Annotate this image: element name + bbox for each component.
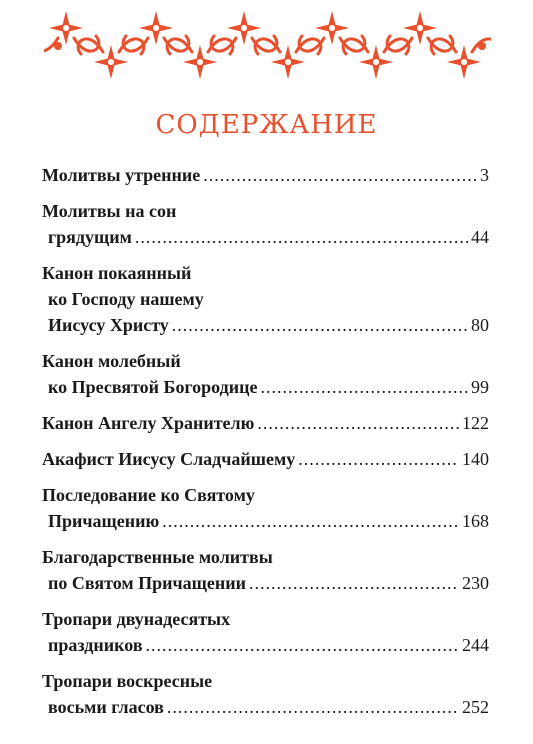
dot-leader [162,508,459,534]
toc-page-number: 44 [471,227,489,247]
toc-entry-title-line: Канон покаянный [42,263,192,283]
toc-entry[interactable] [42,446,489,472]
toc-entry-title-line: Молитвы утренние [42,165,201,185]
toc-page-number: 80 [471,315,489,335]
toc-entry[interactable] [42,198,489,250]
toc-entry[interactable] [42,668,489,720]
dot-leader [249,570,459,596]
toc-entry[interactable] [42,260,489,338]
toc-page-number: 122 [462,413,489,433]
toc-entry-title-line: Причащению [48,511,160,531]
table-of-contents [42,162,489,730]
toc-entry[interactable] [42,482,489,534]
toc-page-number: 3 [480,165,489,185]
toc-entry[interactable] [42,606,489,658]
page-title: СОДЕРЖАНИЕ [155,110,378,140]
toc-entry-title-line: восьми гласов [48,697,164,717]
toc-entry[interactable] [42,410,489,436]
toc-entry-title-line: Тропари воскресные [42,671,213,691]
dot-leader [167,694,459,720]
toc-entry[interactable] [42,162,489,188]
toc-page-number: 252 [462,697,489,717]
toc-entry-title-line: по Святом Причащении [48,573,246,593]
floral-border-ornament [44,6,491,82]
toc-entry-title-line: Канон Ангелу Хранителю [42,413,255,433]
toc-entry-title-line: ко Господу нашему [48,289,204,309]
toc-entry-title-line: праздников [48,635,143,655]
toc-entry-title-line: Иисусу Христу [48,315,169,335]
toc-entry-title-line: Благодарственные молитвы [42,547,273,567]
toc-page-number: 230 [462,573,489,593]
toc-entry[interactable] [42,348,489,400]
toc-page-number: 168 [462,511,489,531]
toc-entry-title-line: ко Пресвятой Богородице [48,377,258,397]
dot-leader [261,374,469,400]
dot-leader [203,162,477,188]
toc-entry-title-line: Акафист Иисусу Сладчайшему [42,449,296,469]
toc-page-number: 140 [462,449,489,469]
toc-entry-title-line: грядущим [48,227,132,247]
toc-page-number: 244 [462,635,489,655]
dot-leader [172,312,468,338]
toc-entry[interactable] [42,544,489,596]
toc-entry-title-line: Последование ко Святому [42,485,255,505]
toc-page-number: 99 [471,377,489,397]
toc-entry-title-line: Молитвы на сон [42,201,177,221]
dot-leader [298,446,459,472]
toc-entry-title-line: Тропари двунадесятых [42,609,231,629]
dot-leader [257,410,459,436]
toc-entry-title-line: Канон молебный [42,351,181,371]
dot-leader [146,632,459,658]
dot-leader [135,224,468,250]
